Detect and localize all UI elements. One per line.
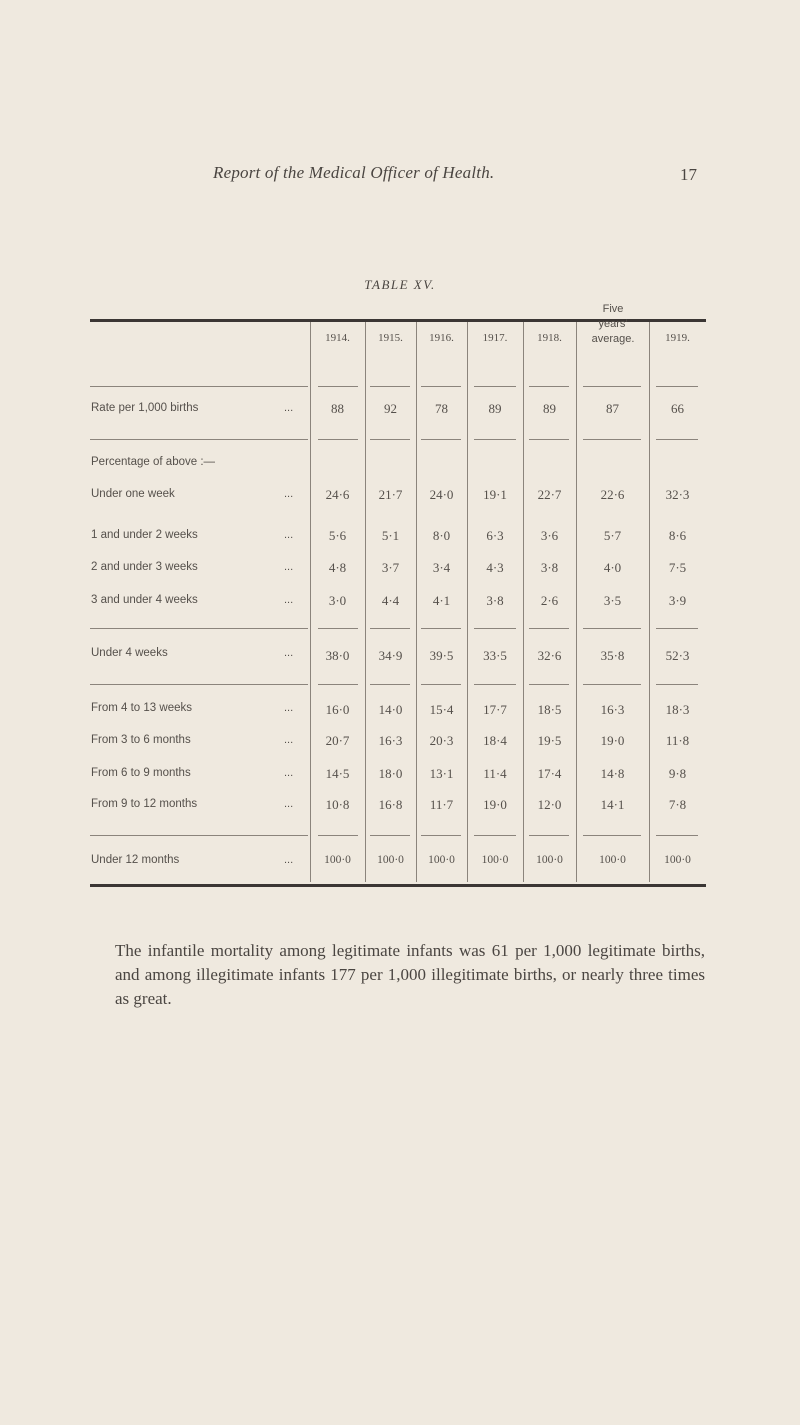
- table-bottom-rule: [90, 884, 706, 887]
- row-separator: [656, 628, 698, 629]
- cell: 32·3: [665, 487, 690, 502]
- cell: 22·7: [537, 487, 562, 502]
- page-header: [0, 163, 800, 193]
- row-label: 1 and under 2 weeks: [91, 529, 198, 541]
- row-separator: [583, 835, 641, 836]
- row-label: Rate per 1,000 births: [91, 402, 199, 414]
- cell: 100·0: [428, 854, 455, 866]
- cell: 8·6: [668, 528, 687, 543]
- table-title: TABLE XV.: [364, 277, 436, 292]
- row-separator: [529, 684, 569, 685]
- cell: 11·4: [483, 766, 507, 781]
- row-separator: [656, 835, 698, 836]
- header-underline: [583, 386, 641, 387]
- cell: 24·6: [325, 487, 350, 502]
- cell: 3·9: [668, 593, 687, 608]
- cell: 35·8: [600, 648, 625, 663]
- leader-dots: ...: [284, 594, 294, 606]
- cell: 5·7: [603, 528, 622, 543]
- cell: 14·5: [325, 766, 350, 781]
- cell: 10·8: [325, 797, 350, 812]
- cell: 2·6: [540, 593, 559, 608]
- mortality-note: The infantile mortality among legitimate infants was 61 per 1,000 legitimate births, and among illegitimate infants 177 per 1,000 illegitimate births, or nearly three times as great.: [115, 941, 705, 1008]
- col-1914: 1914.: [325, 332, 350, 344]
- header-underline: [421, 386, 461, 387]
- leader-dots: ...: [284, 529, 294, 541]
- cell: 14·1: [600, 797, 625, 812]
- col-1915: 1915.: [378, 332, 403, 344]
- cell: 16·0: [325, 702, 350, 717]
- row-separator: [370, 684, 410, 685]
- col-five-years-average: [578, 302, 648, 347]
- running-title: Report of the Medical Officer of Health.: [213, 163, 495, 182]
- row-separator: [318, 835, 358, 836]
- row-separator: [370, 439, 410, 440]
- cell: 20·3: [429, 733, 454, 748]
- cell: 3·4: [432, 560, 451, 575]
- leader-dots: ...: [284, 854, 294, 866]
- cell: 19·5: [537, 733, 562, 748]
- row-separator: [474, 835, 516, 836]
- cell: 18·0: [378, 766, 403, 781]
- cell: 92: [384, 401, 397, 416]
- row-separator: [90, 684, 308, 685]
- cell: 11·8: [665, 733, 690, 748]
- row-separator: [529, 439, 569, 440]
- cell: 20·7: [325, 733, 350, 748]
- cell: 52·3: [665, 648, 690, 663]
- cell: 15·4: [429, 702, 454, 717]
- col-1917: 1917.: [482, 332, 508, 344]
- header-underline: [656, 386, 698, 387]
- cell: 88: [331, 401, 344, 416]
- header-underline: [370, 386, 410, 387]
- page-number: 17: [680, 165, 697, 184]
- cell: 4·3: [486, 560, 504, 575]
- percentage-heading: Percentage of above :—: [91, 456, 216, 468]
- cell: 33·5: [483, 648, 507, 663]
- cell: 89: [488, 401, 502, 416]
- cell: 34·9: [378, 648, 403, 663]
- row-separator: [583, 684, 641, 685]
- cell: 6·3: [486, 528, 504, 543]
- row-label: From 3 to 6 months: [91, 734, 191, 746]
- cell: 17·7: [483, 702, 507, 717]
- row-separator: [421, 439, 461, 440]
- row-label: Under one week: [91, 488, 175, 500]
- leader-dots: ...: [284, 647, 294, 659]
- row-separator: [583, 628, 641, 629]
- cell: 24·0: [429, 487, 454, 502]
- col-1919: 1919.: [665, 332, 690, 344]
- cell: 100·0: [599, 854, 626, 866]
- row-label: Under 4 weeks: [91, 647, 168, 659]
- row-separator: [318, 684, 358, 685]
- cell: 87: [606, 401, 619, 416]
- cell: 5·1: [381, 528, 400, 543]
- row-label: 2 and under 3 weeks: [91, 561, 198, 573]
- cell: 7·5: [668, 560, 687, 575]
- cell: 16·3: [600, 702, 625, 717]
- header-underline: [318, 386, 358, 387]
- row-separator: [370, 628, 410, 629]
- cell: 8·0: [432, 528, 451, 543]
- row-separator: [318, 628, 358, 629]
- cell: 3·8: [540, 560, 559, 575]
- cell: 17·4: [537, 766, 562, 781]
- cell: 66: [671, 401, 684, 416]
- row-separator: [90, 835, 308, 836]
- cell: 4·1: [432, 593, 451, 608]
- row-separator: [370, 835, 410, 836]
- row-separator: [474, 684, 516, 685]
- col-1916: 1916.: [429, 332, 454, 344]
- leader-dots: ...: [284, 798, 294, 810]
- row-separator: [656, 439, 698, 440]
- header-underline: [90, 386, 308, 387]
- row-label: From 6 to 9 months: [91, 767, 191, 779]
- cell: 18·4: [483, 733, 507, 748]
- cell: 100·0: [324, 854, 351, 866]
- row-separator: [474, 439, 516, 440]
- row-separator: [474, 628, 516, 629]
- cell: 19·0: [483, 797, 507, 812]
- row-label: From 9 to 12 months: [91, 798, 198, 810]
- cell: 100·0: [536, 854, 563, 866]
- cell: 7·8: [668, 797, 687, 812]
- years-label: years': [598, 318, 628, 330]
- cell: 21·7: [378, 487, 403, 502]
- cell: 18·5: [537, 702, 562, 717]
- row-separator: [529, 628, 569, 629]
- row-label: Under 12 months: [91, 854, 180, 866]
- leader-dots: ...: [284, 488, 294, 500]
- cell: 19·0: [600, 733, 625, 748]
- row-separator: [529, 835, 569, 836]
- header-underline: [474, 386, 516, 387]
- cell: 14·0: [378, 702, 403, 717]
- leader-dots: ...: [284, 734, 294, 746]
- row-separator: [90, 628, 308, 629]
- row-separator: [421, 628, 461, 629]
- cell: 19·1: [483, 487, 507, 502]
- cell: 89: [543, 401, 556, 416]
- cell: 13·1: [429, 766, 454, 781]
- cell: 4·4: [381, 593, 400, 608]
- cell: 39·5: [429, 648, 454, 663]
- cell: 9·8: [668, 766, 687, 781]
- cell: 78: [435, 401, 448, 416]
- cell: 11·7: [429, 797, 454, 812]
- cell: 12·0: [537, 797, 562, 812]
- row-separator: [583, 439, 641, 440]
- row-separator: [421, 835, 461, 836]
- leader-dots: ...: [284, 767, 294, 779]
- row-label: From 4 to 13 weeks: [91, 702, 192, 714]
- cell: 100·0: [664, 854, 691, 866]
- average-label: average.: [591, 333, 635, 345]
- cell: 16·8: [378, 797, 403, 812]
- cell: 3·5: [603, 593, 622, 608]
- row-separator: [656, 684, 698, 685]
- leader-dots: ...: [284, 561, 294, 573]
- five-label: Five: [602, 303, 624, 315]
- col-1918: 1918.: [537, 332, 562, 344]
- cell: 22·6: [600, 487, 625, 502]
- cell: 3·0: [328, 593, 347, 608]
- cell: 4·8: [328, 560, 347, 575]
- leader-dots: ...: [284, 402, 294, 414]
- leader-dots: ...: [284, 702, 294, 714]
- cell: 3·7: [381, 560, 400, 575]
- cell: 14·8: [600, 766, 625, 781]
- cell: 18·3: [665, 702, 690, 717]
- cell: 100·0: [481, 854, 509, 866]
- row-separator: [421, 684, 461, 685]
- row-separator: [318, 439, 358, 440]
- header-underline: [529, 386, 569, 387]
- row-label: 3 and under 4 weeks: [91, 594, 198, 606]
- cell: 3·6: [540, 528, 559, 543]
- cell: 4·0: [603, 560, 622, 575]
- cell: 100·0: [377, 854, 404, 866]
- cell: 32·6: [537, 648, 562, 663]
- cell: 16·3: [378, 733, 403, 748]
- cell: 38·0: [325, 648, 350, 663]
- cell: 5·6: [328, 528, 347, 543]
- row-separator: [90, 439, 308, 440]
- cell: 3·8: [486, 593, 504, 608]
